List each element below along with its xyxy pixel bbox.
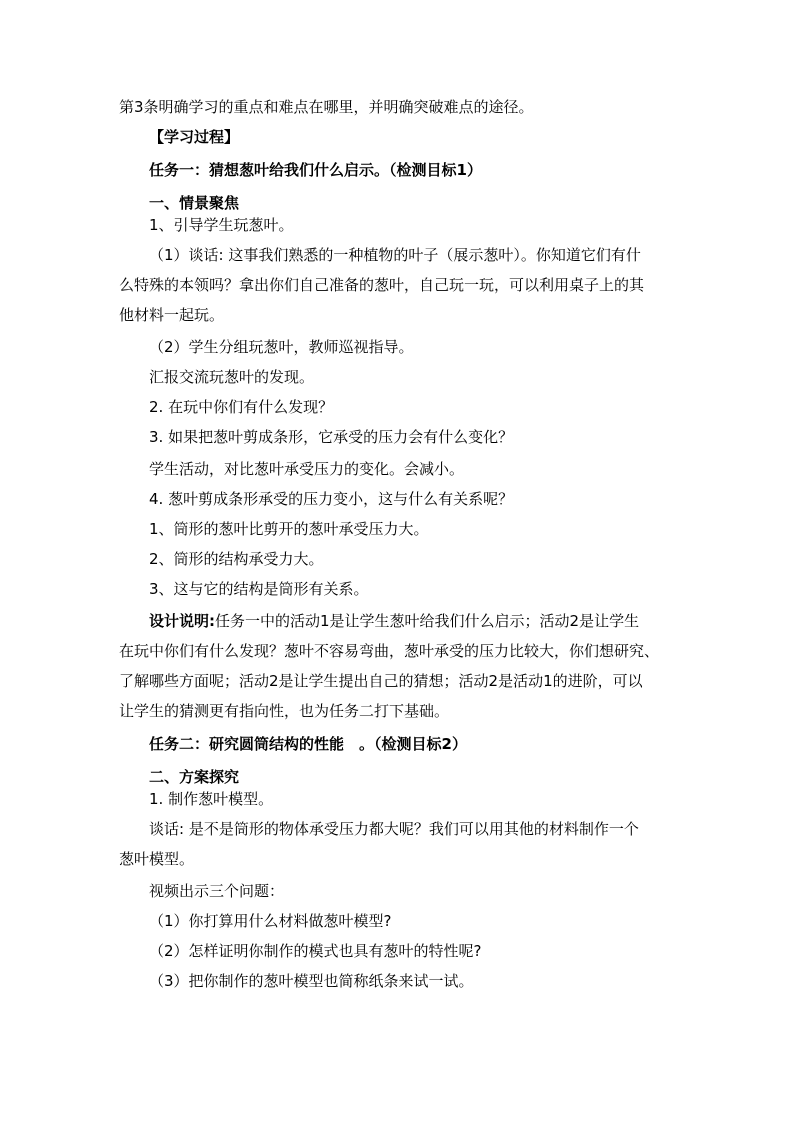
text-line: 3、这与它的结构是筒形有关系。 [149,580,369,598]
text-line: 2、筒形的结构承受力大。 [149,550,324,568]
task-two-heading: 任务二：研究圆筒结构的性能 。（检测目标2） [149,735,467,753]
text-line: 汇报交流玩葱叶的发现。 [149,368,315,386]
task-one-heading: 任务一：猜想葱叶给我们什么启示。（检测目标1） [149,161,482,179]
text-line: 1. 制作葱叶模型。 [149,790,274,808]
text-line: 葱叶模型。 [119,850,195,868]
subheading-scenario-focus: 一、情景聚焦 [149,194,240,212]
text-line: 视频出示三个问题： [149,882,285,900]
text-line: 学生活动，对比葱叶承受压力的变化。会减小。 [149,460,465,478]
text-line: 2. 在玩中你们有什么发现？ [149,398,334,416]
design-note-line: 在玩中你们有什么发现？葱叶不容易弯曲，葱叶承受的压力比较大，你们想研究、 [119,642,660,660]
question-3: （3）把你制作的葱叶模型也简称纸条来试一试。 [149,972,474,990]
text-line: 第3条明确学习的重点和难点在哪里，并明确突破难点的途径。 [119,98,534,116]
design-note-line: 了解哪些方面呢；活动2是让学生提出自己的猜想；活动2是活动1的进阶，可以 [119,672,643,690]
text-line: 1、引导学生玩葱叶。 [149,216,294,234]
section-heading-learning-process: 【学习过程】 [149,128,240,146]
text-line: （1）谈话: 这事我们熟悉的一种植物的叶子（展示葱叶）。你知道它们有什 [149,246,641,264]
subheading-plan-exploration: 二、方案探究 [149,768,240,786]
text-line: 1、筒形的葱叶比剪开的葱叶承受压力大。 [149,520,429,538]
design-note-line [119,606,639,636]
text-line: 谈话: 是不是筒形的物体承受压力都大呢？我们可以用其他的材料制作一个 [149,820,639,838]
text-line: 3. 如果把葱叶剪成条形，它承受的压力会有什么变化？ [149,428,514,446]
text-line: 他材料一起玩。 [119,306,225,324]
text-line: 4. 葱叶剪成条形承受的压力变小，这与什么有关系呢？ [149,490,514,508]
question-2: （2）怎样证明你制作的模式也具有葱叶的特性呢? [149,942,482,960]
design-note-text: 任务一中的活动1是让学生葱叶给我们什么启示；活动2是让学生 [215,612,640,630]
design-note-label: 设计说明: [149,612,215,630]
text-line: 么特殊的本领吗？拿出你们自己准备的葱叶，自己玩一玩，可以利用桌子上的其 [119,276,645,294]
question-1: （1）你打算用什么材料做葱叶模型? [149,912,392,930]
design-note-line: 让学生的猜测更有指向性，也为任务二打下基础。 [119,702,450,720]
text-line: （2）学生分组玩葱叶，教师巡视指导。 [149,338,414,356]
